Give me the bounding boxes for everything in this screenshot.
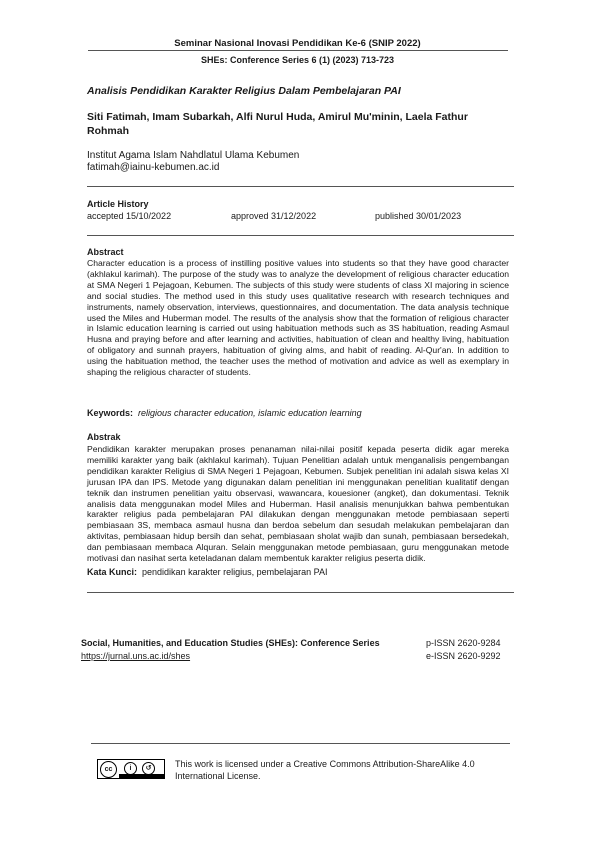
author-email: fatimah@iainu-kebumen.ac.id [87,162,220,173]
kata-kunci-text: pendidikan karakter religius, pembelajaran PAI [142,567,328,577]
attribution-icon: i [124,762,137,775]
journal-link[interactable]: https://jurnal.uns.ac.id/shes [81,651,191,661]
published-date: published 30/01/2023 [375,211,462,221]
electronic-issn: e-ISSN 2620-9292 [426,651,501,661]
sharealike-icon: ↺ [142,762,155,775]
history-bottom-divider [87,235,514,236]
keywords-label: Keywords: [87,408,134,418]
abstract-bottom-divider [87,592,514,593]
author-list [87,110,507,138]
accepted-date: accepted 15/10/2022 [87,211,172,221]
seminar-header: Seminar Nasional Inovasi Pendidikan Ke-6 (SNIP 2022) [174,38,421,49]
abstrak-text: Pendidikan karakter merupakan proses penanaman nilai-nilai positif kepada peserta didik agar mereka memiliki karakter yang baik (akhlakul karimah). Tujuan Penelitian adalah untuk menganalisis pengembangan pendidikan karakter Religius di SMA Negeri 1 Pejagoan, Kebumen. Subjek penelitian ini adalah siswa kelas XI jurusan IPA dan IPS. Metode yang digunakan dalam penelitian ini menggunakan penelitian kualitatif dengan teknik dan instrumen penelitian yaitu observasi, wawancara, kouesioner (angket), dan dokumentasi. Teknik analisis data menggunakan model Miles and Huberman. Hasil analisis menunjukkan bahwa pembentukan karakter religius pada pembelajaran PAI dilakukan dengan menggunakan metode pembiasaan seperti pembiasaan 3S, membaca asmaul husna dan berdoa sebelum dan sesudah melakukan pembelajaran dan aktivitas, pembiasaan hidup bersih dan sehat, pembiasaan sholat wajib dan sunah, pembiasaan bersedekah, dan pembiasaan membaca Alquran. Selain menggunakan metode pembiasaan, guru menggunakan metode motivasi dan nasihat serta keteladanan dalam membentuk karakter religius peserta didik. [87,444,509,564]
authors-line-2: Rohmah [87,125,129,137]
license-divider [91,743,510,744]
approved-date: approved 31/12/2022 [231,211,317,221]
cc-logo-icon: cc [100,761,117,778]
series-header: SHEs: Conference Series 6 (1) (2023) 713-723 [200,55,395,65]
keywords-row [87,408,362,418]
print-issn: p-ISSN 2620-9284 [426,638,501,648]
authors-line-1: Siti Fatimah, Imam Subarkah, Alfi Nurul Huda, Amirul Mu'minin, Laela Fathur [87,111,468,123]
abstract-text: Character education is a process of instilling positive values into students so that they have good character (akhlakul karimah). The purpose of the study was to analyze the development of religious character education at SMA Negeri 1 Pejagoan, Kebumen. The subjects of this study were students of class XI majoring in science and social studies. The method used in this study uses qualitative research with research techniques and instruments, namely observation, interviews, questionnaires, and documentation. The data analysis technique used the Miles and Huberman model. The results of the analysis show that the formation of religious character in Islamic education learning is carried out using habituation methods such as 3S habituation, reading Asmaul Husna and praying before and after learning and activities, habituation of clean and healthy living, habituation of obligatory and sunnah prayers, habituation of giving alms, and habit of reading. Al-Qur'an. In addition to using the habituation method, the teacher uses the method of motivation and advice as well as exemplary in shaping the religious character of students. [87,258,509,378]
affiliation [87,150,299,174]
abstract-heading: Abstract [87,247,124,257]
creative-commons-badge[interactable] [97,759,165,779]
history-top-divider [87,186,514,187]
journal-name: Social, Humanities, and Education Studies (SHEs): Conference Series [81,638,380,648]
institution: Institut Agama Islam Nahdlatul Ulama Kebumen [87,150,300,161]
kata-kunci-label: Kata Kunci: [87,567,138,577]
kata-kunci-row [87,567,327,577]
license-text: This work is licensed under a Creative Commons Attribution-ShareAlike 4.0 International License. [175,759,475,781]
badge-bar [119,774,164,778]
header-divider [88,50,508,51]
abstrak-heading: Abstrak [87,432,121,442]
keywords-text: religious character education, islamic education learning [138,408,362,418]
article-history-heading: Article History [87,199,149,209]
article-title: Analisis Pendidikan Karakter Religius Dalam Pembelajaran PAI [87,85,401,97]
